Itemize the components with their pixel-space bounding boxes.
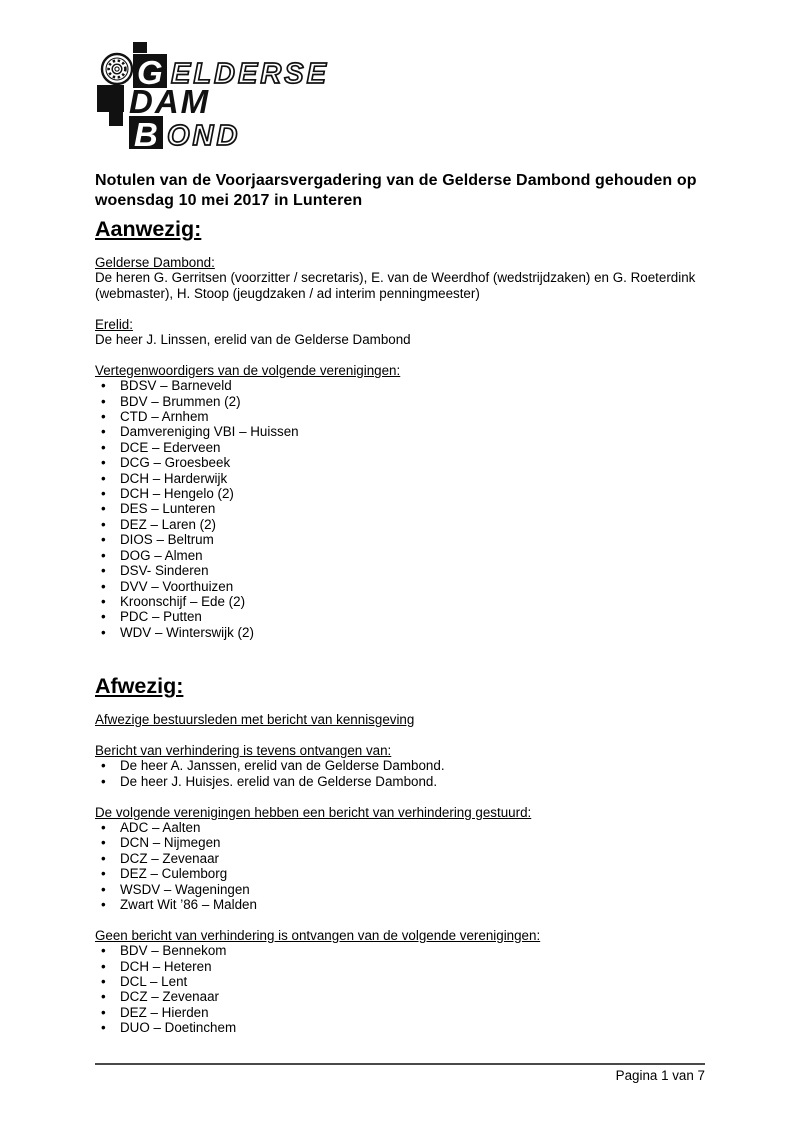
erelid-paragraph bbox=[95, 317, 705, 348]
list-item: • DEZ – Culemborg bbox=[95, 866, 705, 881]
page-number: Pagina 1 van 7 bbox=[615, 1068, 705, 1083]
list-item: • DIOS – Beltrum bbox=[95, 532, 705, 547]
list-item: • Zwart Wit ’86 – Malden bbox=[95, 897, 705, 912]
verhindering-ontvangen-label: Bericht van verhindering is tevens ontvangen van: bbox=[95, 742, 392, 758]
list-item: • DUO – Doetinchem bbox=[95, 1020, 705, 1035]
heading-afwezig: Afwezig: bbox=[95, 674, 184, 699]
vertegenwoordigers-list bbox=[95, 378, 705, 640]
verhindering-ontvangen-list bbox=[95, 758, 705, 789]
list-item: • DES – Lunteren bbox=[95, 501, 705, 516]
logo-letter-b: B bbox=[134, 116, 158, 153]
verhindering-gestuurd-list bbox=[95, 820, 705, 912]
list-item: • WDV – Winterswijk (2) bbox=[95, 625, 705, 640]
geen-bericht-list bbox=[95, 943, 705, 1035]
board-label: Gelderse Dambond: bbox=[95, 255, 215, 270]
logo-word-dam: DAM bbox=[129, 83, 211, 120]
list-item: • CTD – Arnhem bbox=[95, 409, 705, 424]
list-item: • WSDV – Wageningen bbox=[95, 882, 705, 897]
erelid-label: Erelid: bbox=[95, 316, 133, 332]
list-item: • DCH – Hengelo (2) bbox=[95, 486, 705, 501]
page-footer bbox=[95, 1063, 705, 1083]
logo-letter-g: G bbox=[137, 54, 163, 91]
list-item: • DCL – Lent bbox=[95, 974, 705, 989]
list-item: • DSV- Sinderen bbox=[95, 563, 705, 578]
checker-square bbox=[109, 112, 123, 126]
erelid-text: De heer J. Linssen, erelid van de Gelderse Dambond bbox=[95, 332, 411, 348]
list-item: • DCH – Harderwijk bbox=[95, 471, 705, 486]
verhindering-gestuurd-label: De volgende verenigingen hebben een bericht van verhindering gestuurd: bbox=[95, 804, 532, 820]
list-item: • DVV – Voorthuizen bbox=[95, 579, 705, 594]
document-title: Notulen van de Voorjaarsvergadering van de Gelderse Dambond gehouden op woensdag 10 mei 2017 in Lunteren bbox=[95, 172, 697, 209]
list-item: • DCN – Nijmegen bbox=[95, 835, 705, 850]
list-item: • De heer J. Huisjes. erelid van de Gelderse Dambond. bbox=[95, 774, 705, 789]
document-content bbox=[0, 42, 800, 1036]
kennisgeving-label: Afwezige bestuursleden met bericht van kennisgeving bbox=[95, 712, 415, 728]
vertegenwoordigers-label: Vertegenwoordigers van de volgende verenigingen: bbox=[95, 362, 401, 378]
heading-aanwezig: Aanwezig: bbox=[95, 217, 202, 241]
list-item: • BDSV – Barneveld bbox=[95, 378, 705, 393]
list-item: • Damvereniging VBI – Huissen bbox=[95, 424, 705, 439]
list-item: • De heer A. Janssen, erelid van de Gelderse Dambond. bbox=[95, 758, 705, 773]
list-item: • PDC – Putten bbox=[95, 609, 705, 624]
geen-bericht-label: Geen bericht van verhindering is ontvangen van de volgende verenigingen: bbox=[95, 927, 541, 943]
logo-word-elderse: ELDERSE bbox=[171, 58, 329, 90]
gelderse-dambond-logo bbox=[95, 42, 705, 154]
list-item: • DEZ – Laren (2) bbox=[95, 517, 705, 532]
list-item: • DCH – Heteren bbox=[95, 959, 705, 974]
list-item: • DCG – Groesbeek bbox=[95, 455, 705, 470]
list-item: • Kroonschijf – Ede (2) bbox=[95, 594, 705, 609]
list-item: • BDV – Brummen (2) bbox=[95, 394, 705, 409]
board-paragraph bbox=[95, 255, 705, 301]
dambond-logo-graphic bbox=[95, 42, 347, 154]
checker-square bbox=[133, 42, 147, 53]
list-item: • DEZ – Hierden bbox=[95, 1005, 705, 1020]
list-item: • DCZ – Zevenaar bbox=[95, 851, 705, 866]
checker-square bbox=[97, 85, 124, 112]
logo-word-ond: OND bbox=[167, 120, 241, 152]
draughts-piece-icon bbox=[102, 54, 132, 84]
list-item: • DOG – Almen bbox=[95, 548, 705, 563]
list-item: • ADC – Aalten bbox=[95, 820, 705, 835]
list-item: • DCZ – Zevenaar bbox=[95, 989, 705, 1004]
list-item: • BDV – Bennekom bbox=[95, 943, 705, 958]
board-text: De heren G. Gerritsen (voorzitter / secretaris), E. van de Weerdhof (wedstrijdzaken) en G. Roeterdink (webmaster), H. Stoop (jeugdzaken / ad interim penningmeester) bbox=[95, 270, 696, 301]
list-item: • DCE – Ederveen bbox=[95, 440, 705, 455]
